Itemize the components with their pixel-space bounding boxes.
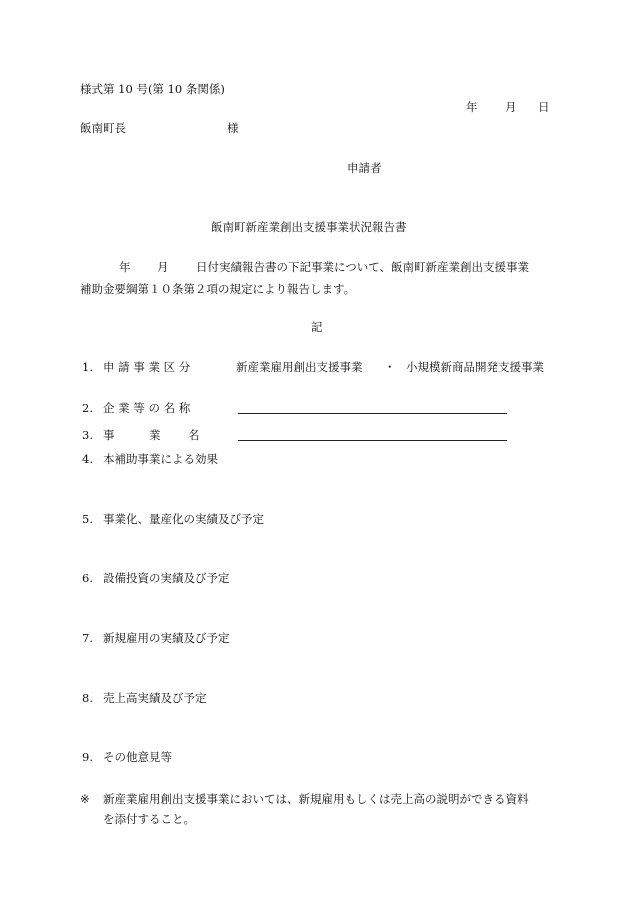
addressee: 飯南町長 [80,121,126,135]
item7-label: 新規雇用の実績及び予定 [103,631,230,645]
date-year-label: 年 [466,100,478,114]
item2-fill-line [238,413,507,414]
item5-number: 5. [82,512,93,526]
item5-label: 事業化、量産化の実績及び予定 [103,512,264,526]
item3-label-part-1: 事 [103,428,115,442]
item3-label-part-3: 名 [188,428,200,442]
item1-separator: ・ [384,360,396,374]
item1-label: 申 請 事 業 区 分 [103,360,191,374]
date-month-label: 月 [505,100,517,114]
item2-number: 2. [82,401,93,415]
item1-option-small-product: 小規模新商品開発支援事業 [406,360,544,374]
item9-number: 9. [82,750,93,764]
item8-label: 売上高実績及び予定 [103,691,207,705]
applicant-label: 申請者 [347,161,382,175]
item9-label: その他意見等 [103,750,172,764]
item2-label: 企 業 等 の 名 称 [103,401,191,415]
item6-number: 6. [82,571,93,585]
item4-label: 本補助事業による効果 [103,452,218,466]
intro-line-1: 日付実績報告書の下記事業について、飯南町新産業創出支援事業 [196,260,530,274]
document-title: 飯南町新産業創出支援事業状況報告書 [211,220,407,234]
item7-number: 7. [82,631,93,645]
item3-label-part-2: 業 [149,428,161,442]
note-line-2: を添付すること。 [103,812,195,826]
intro-month-label: 月 [157,260,169,274]
intro-line-2: 補助金要綱第１０条第２項の規定により報告します。 [80,282,356,296]
date-day-label: 日 [538,100,550,114]
item1-number: 1. [82,360,93,374]
note-line-1: 新産業雇用創出支援事業においては、新規雇用もしくは売上高の説明ができる資料 [103,792,529,806]
item1-option-new-industry: 新産業雇用創出支援事業 [236,360,363,374]
item4-number: 4. [82,452,93,466]
intro-year-label: 年 [119,260,131,274]
item8-number: 8. [82,691,93,705]
ki-heading: 記 [311,320,323,334]
form-number: 様式第 10 号(第 10 条関係) [80,82,225,96]
addressee-honorific: 様 [227,121,239,135]
item6-label: 設備投資の実績及び予定 [103,571,230,585]
note-mark: ※ [80,792,90,806]
item3-fill-line [238,440,507,441]
item3-number: 3. [82,428,93,442]
